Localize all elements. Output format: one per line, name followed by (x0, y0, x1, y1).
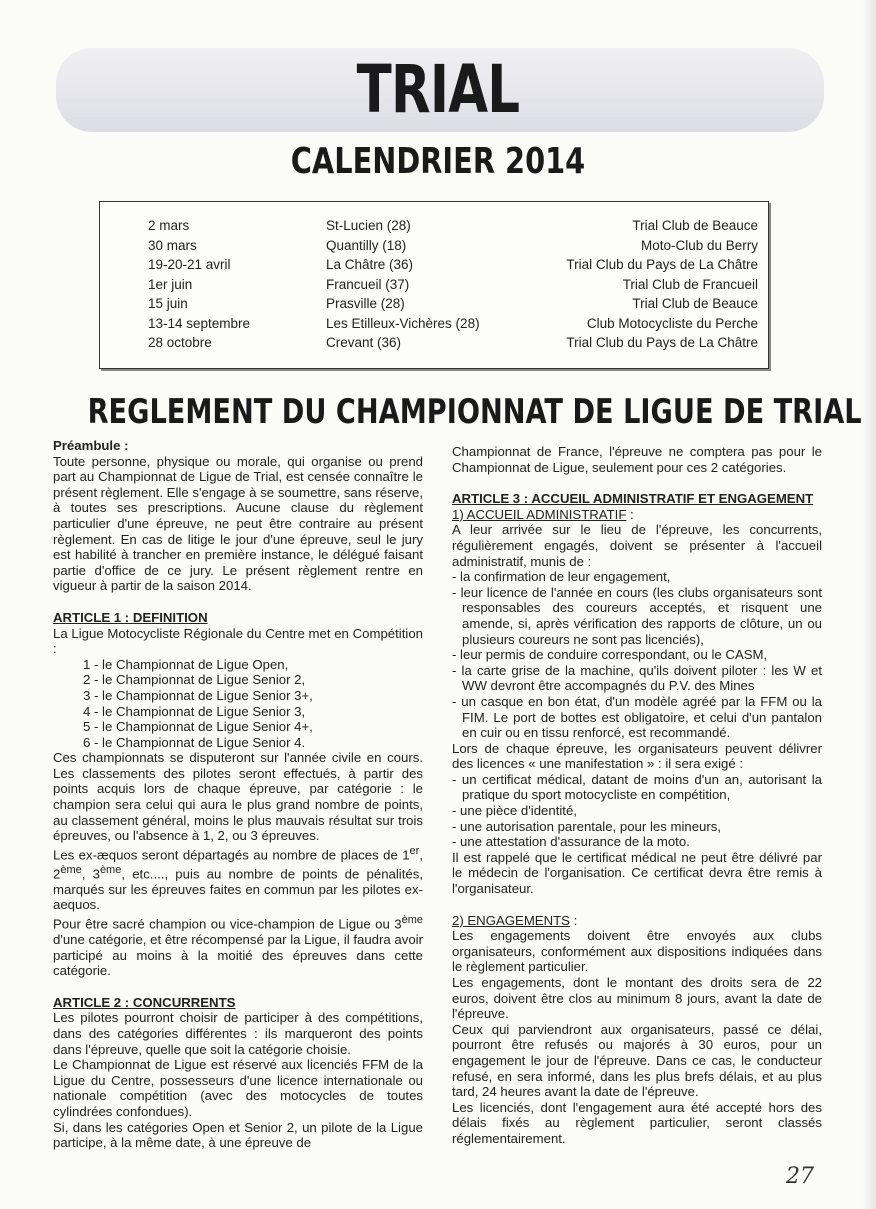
page-number: 27 (786, 1164, 814, 1189)
article-1-heading: ARTICLE 1 : DEFINITION (53, 609, 208, 625)
article-2-heading: ARTICLE 2 : CONCURRENTS (53, 994, 236, 1010)
calendar-date: 2 mars (148, 218, 190, 233)
calendar-club: Moto-Club du Berry (640, 237, 758, 253)
calendar-row (100, 333, 768, 353)
licence-paragraph: Lors de chaque épreuve, les organisateurs peuvent délivrer des licences « une manifestation » : il sera exigé : (452, 740, 822, 772)
championship-list-item: 3 - le Championnat de Ligue Senior 3+, (83, 687, 313, 703)
list-item: - la confirmation de leur engagement, (452, 569, 671, 585)
list-item: - leur licence de l'année en cours (les clubs organisateurs sont responsables des coureurs acceptés, et risquent une amende, si, après vérification des rapports de clôture, un ou plusieurs coureurs ne sont pas licenciés), (452, 584, 822, 647)
page-title: TRIAL (356, 51, 520, 128)
required-documents-list (452, 569, 822, 741)
article-2-continuation: Championnat de France, l'épreuve ne comptera pas pour le Championnat de Ligue, seulement pour ces 2 catégories. (452, 444, 822, 475)
calendar-row (100, 255, 768, 275)
calendar-place: La Châtre (36) (326, 257, 414, 272)
engagements-paragraph-3: Ceux qui parviendront aux organisateurs, passé ce délai, pourront être refusés ou majorés à 30 euros, pour un engagement le jour de l'épreuve. Dans ce cas, le conducteur refusé, en sera informé, dans les plus brefs délais, et au plus tard, 24 heures avant la date de l'épreuve. (452, 1021, 822, 1100)
calendar-row (100, 236, 768, 256)
article-3-heading: ARTICLE 3 : ACCUEIL ADMINISTRATIF ET ENGAGEMENT (452, 491, 814, 507)
calendar-place: St-Lucien (28) (326, 218, 411, 233)
calendar-date: 1er juin (148, 276, 193, 292)
preambule-text: Toute personne, physique ou morale, qui organise ou prend part au Championnat de Ligue de Trial, est censée connaître le présent règlement. Elle s'engage à se soumettre, sans réserve, à toutes ses prescriptions. Aucune clause du règlement particulier d'une épreuve, ne peut être contraire au présent règlement. En cas de litige le jour d'une épreuve, seul le jury est habilité à trancher en première instance, le délégué faisant partie d'office de ce jury. Le présent règlement rentre en vigueur à partir de la saison 2014. (53, 453, 423, 594)
championship-list (53, 657, 423, 751)
calendar-place: Prasville (28) (326, 296, 405, 311)
calendar-date: 15 juin (148, 296, 188, 311)
article-1-intro: La Ligue Motocycliste Régionale du Centre met en Compétition : (53, 625, 423, 657)
calendar-table (99, 201, 769, 369)
engagements-subheading: 2) ENGAGEMENTS : (452, 912, 578, 928)
accueil-subheading: 1) ACCUEIL ADMINISTRATIF : (452, 506, 634, 522)
list-item: - la carte grise de la machine, qu'ils doivent piloter : les W et WW devront être accompagnés du P.V. des Mines (452, 662, 822, 694)
engagements-paragraph-2: Les engagements, dont le montant des droits sera de 22 euros, doivent être clos au minimum 8 jours, avant la date de l'épreuve. (452, 975, 822, 1022)
calendar-row (100, 314, 768, 334)
calendar-row (100, 275, 768, 295)
championship-list-item: 5 - le Championnat de Ligue Senior 4+, (83, 719, 313, 735)
calendar-club: Trial Club de Beauce (632, 296, 758, 311)
article-2-paragraph-1: Les pilotes pourront choisir de participer à des compétitions, dans des catégories différentes : ils marqueront des points dans l'épreuve, quelle que soit la catégorie choisie. (53, 1010, 423, 1057)
championship-list-item: 2 - le Championnat de Ligue Senior 2, (83, 672, 306, 688)
list-item: - leur permis de conduire correspondant, ou le CASM, (452, 647, 768, 663)
list-item: - un certificat médical, datant de moins d'un an, autorisant la pratique du sport motocycliste en compétition, (452, 771, 822, 803)
calendar-place: Francueil (37) (326, 276, 410, 292)
licence-requirements-list (452, 772, 822, 850)
article-1-champion: Pour être sacré champion ou vice-champion de Ligue ou 3ème d'une catégorie, et être récompensé par la Ligue, il faudra avoir participé au moins à la moitié des épreuves dans cette catégorie. (53, 914, 423, 979)
calendar-club: Trial Club du Pays de La Châtre (566, 257, 758, 272)
engagements-paragraph-4: Les licenciés, dont l'engagement aura été accepté hors des délais fixés au règlement particulier, seront classés réglementairement. (452, 1099, 822, 1146)
calendar-row (100, 294, 768, 314)
list-item: - une autorisation parentale, pour les mineurs, (452, 818, 722, 834)
calendar-date: 13-14 septembre (148, 315, 251, 331)
preambule-heading: Préambule : (53, 438, 129, 453)
calendar-date: 28 octobre (148, 335, 212, 350)
championship-list-item: 6 - le Championnat de Ligue Senior 4. (83, 734, 306, 750)
article-2-paragraph-3: Si, dans les catégories Open et Senior 2, un pilote de la Ligue participe, à la même date, à une épreuve de (53, 1119, 423, 1151)
left-column (53, 438, 423, 1151)
calendar-club: Trial Club du Pays de La Châtre (566, 335, 758, 350)
calendar-club: Club Motocycliste du Perche (586, 315, 758, 331)
article-1-tiebreak: Les ex-æquos seront départagés au nombre de places de 1er, 2ème, 3ème, etc...., puis au nombre de points de pénalités, marqués sur les épreuves faites en commun par les pilotes ex-aequos. (53, 844, 423, 913)
championship-list-item: 1 - le Championnat de Ligue Open, (83, 656, 289, 672)
list-item: - un casque en bon état, d'un modèle agréé par la FFM ou la FIM. Le port de bottes est obligatoire, et celui d'un pantalon en cuir ou en tissu renforcé, est recommandé. (452, 693, 822, 741)
page-edge-shadow (862, 0, 876, 1209)
calendar-date: 19-20-21 avril (148, 257, 231, 272)
certificat-paragraph: Il est rappelé que le certificat médical ne peut être délivré par le médecin de l'organisation. Ce certificat devra être remis à l'organisateur. (452, 849, 822, 897)
calendar-club: Trial Club de Francueil (622, 276, 758, 292)
reglement-title: REGLEMENT DU CHAMPIONNAT DE LIGUE DE TRIAL (87, 392, 862, 432)
calendar-place: Quantilly (18) (326, 237, 407, 253)
calendar-date: 30 mars (148, 237, 197, 253)
calendar-row (100, 216, 768, 236)
engagements-paragraph-1: Les engagements doivent être envoyés aux clubs organisateurs, conformément aux dispositions indiquées dans le règlement particulier. (452, 928, 822, 975)
championship-list-item: 4 - le Championnat de Ligue Senior 3, (83, 703, 306, 719)
calendar-place: Crevant (36) (326, 335, 402, 350)
list-item: - une pièce d'identité, (452, 803, 577, 819)
article-2-paragraph-2: Le Championnat de Ligue est réservé aux licenciés FFM de la Ligue du Centre, possesseurs d'une licence internationale ou nationale compétition (avec des motocycles de toutes cylindrées confondues). (53, 1057, 423, 1119)
calendar-club: Trial Club de Beauce (632, 218, 758, 233)
accueil-paragraph: A leur arrivée sur le lieu de l'épreuve, les concurrents, régulièrement engagés, doivent se présenter à l'accueil administratif, munis de : (452, 522, 822, 569)
calendar-place: Les Etilleux-Vichères (28) (326, 315, 480, 331)
article-1-paragraph: Ces championnats se disputeront sur l'année civile en cours. Les classements des pilotes seront effectués, à partir des points acquis lors de chaque épreuve, par catégorie : le champion sera celui qui aura le plus grand nombre de points, au classement général, moins le plus mauvais résultat sur trois épreuves, ou l'absence à 1, 2, ou 3 épreuves. (53, 750, 423, 844)
calendar-title: CALENDRIER 2014 (290, 141, 586, 182)
right-column (452, 444, 822, 1147)
list-item: - une attestation d'assurance de la moto. (452, 834, 690, 850)
